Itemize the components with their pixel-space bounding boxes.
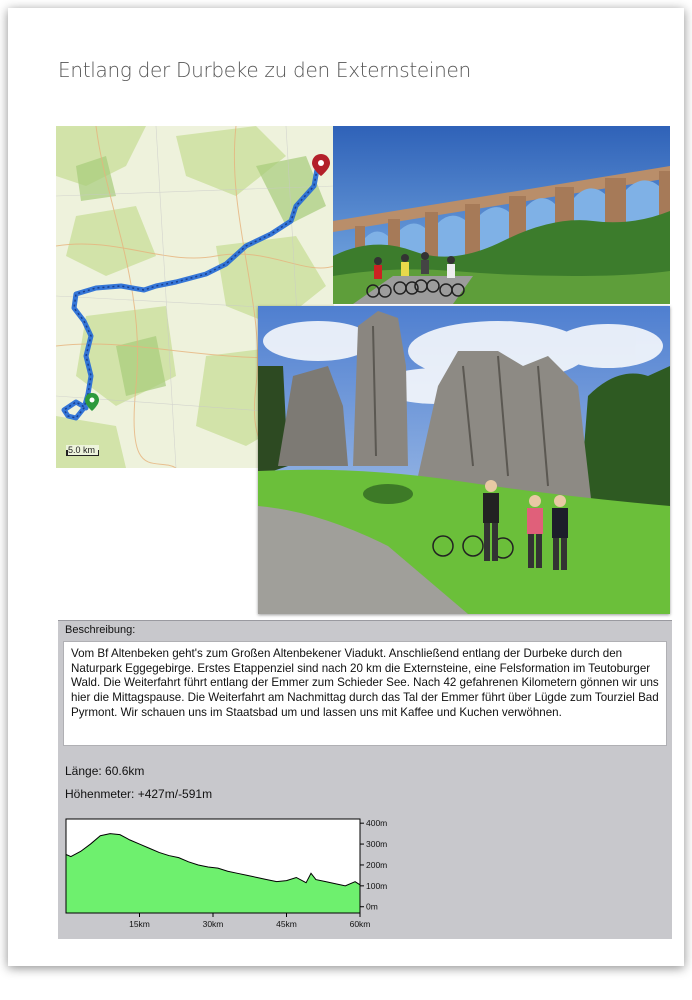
x-tick-label: 60km [349, 919, 371, 929]
externsteine-photo [258, 306, 670, 614]
viaduct-photo [333, 126, 670, 304]
map-scale-label: 5.0 km [66, 445, 99, 456]
x-tick-label: 30km [202, 919, 224, 929]
description-label: Beschreibung: [65, 624, 136, 636]
y-tick-label: 100m [366, 880, 388, 891]
x-tick-label: 15km [129, 919, 150, 929]
elevation-profile-chart [58, 807, 388, 939]
y-tick-label: 400m [366, 818, 388, 829]
description-text: Vom Bf Altenbeken geht's zum Großen Altenbekener Viadukt. Anschließend entlang der Durbeke durch den Naturpark Eggegebirge. Erstes Etappenziel sind nach 20 km die Externsteine, eine Felsformation im Teutoburger Wald. Die Weiterfahrt führt entlang der Emmer zum Schieder See. Nach 42 gefahrenen Kilometern gönnen wir uns hier die Mittagspause. Die Weiterfahrt am Nachmittag durch das Tal der Emmer führt über Lügde zum Tourziel Bad Pyrmont. Wir schauen uns im Staatsbad um und lassen uns mit Kaffee und Kuchen verwöhnen. [63, 641, 667, 746]
y-tick-label: 300m [366, 839, 388, 850]
x-tick-label: 45km [276, 919, 297, 929]
document-page [8, 8, 684, 966]
info-panel [58, 620, 672, 939]
y-tick-label: 200m [366, 859, 388, 870]
page-title: Entlang der Durbeke zu den Externsteinen [58, 58, 471, 82]
length-stat: Länge: 60.6km [65, 764, 145, 778]
y-tick-label: 0m [366, 901, 378, 912]
elevation-stat: Höhenmeter: +427m/-591m [65, 787, 213, 801]
